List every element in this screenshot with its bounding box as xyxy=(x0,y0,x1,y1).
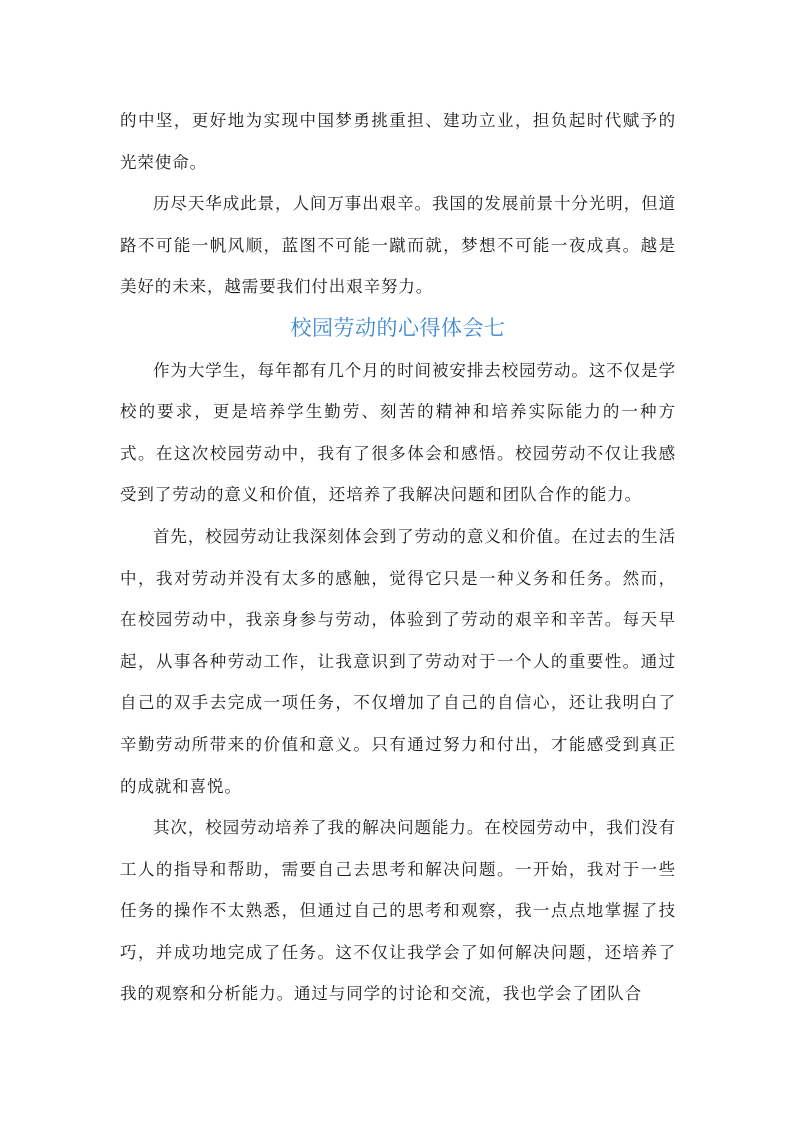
paragraph-hardship: 历尽天华成此景，人间万事出艰辛。我国的发展前景十分光明，但道路不可能一帆风顺，蓝图不可能一蹴而就，梦想不可能一夜成真。越是美好的未来，越需要我们付出艰辛努力。 xyxy=(120,194,676,297)
paragraph-first-point: 首先，校园劳动让我深刻体会到了劳动的意义和价值。在过去的生活中，我对劳动并没有太多的感触，觉得它只是一种义务和任务。然而，在校园劳动中，我亲身参与劳动，体验到了劳动的艰辛和辛苦。每天早起，从事各种劳动工作，让我意识到了劳动对于一个人的重要性。通过自己的双手去完成一项任务，不仅增加了自己的自信心，还让我明白了辛勤劳动所带来的价值和意义。只有通过努力和付出，才能感受到真正的成就和喜悦。 xyxy=(120,526,676,796)
paragraph-intro: 作为大学生，每年都有几个月的时间被安排去校园劳动。这不仅是学校的要求，更是培养学生勤劳、刻苦的精神和培养实际能力的一种方式。在这次校园劳动中，我有了很多体会和感悟。校园劳动不仅让我感受到了劳动的意义和价值，还培养了我解决问题和团队合作的能力。 xyxy=(120,360,676,505)
section-heading: 校园劳动的心得体会七 xyxy=(290,315,506,340)
paragraph-continuation: 的中坚，更好地为实现中国梦勇挑重担、建功立业，担负起时代赋予的光荣使命。 xyxy=(120,111,676,172)
document-body xyxy=(120,100,676,1015)
paragraph-second-point: 其次，校园劳动培养了我的解决问题能力。在校园劳动中，我们没有工人的指导和帮助，需要自己去思考和解决问题。一开始，我对于一些任务的操作不太熟悉，但通过自己的思考和观察，我一点点地掌握了技巧，并成功地完成了任务。这不仅让我学会了如何解决问题，还培养了我的观察和分析能力。通过与同学的讨论和交流，我也学会了团队合 xyxy=(120,818,676,1004)
